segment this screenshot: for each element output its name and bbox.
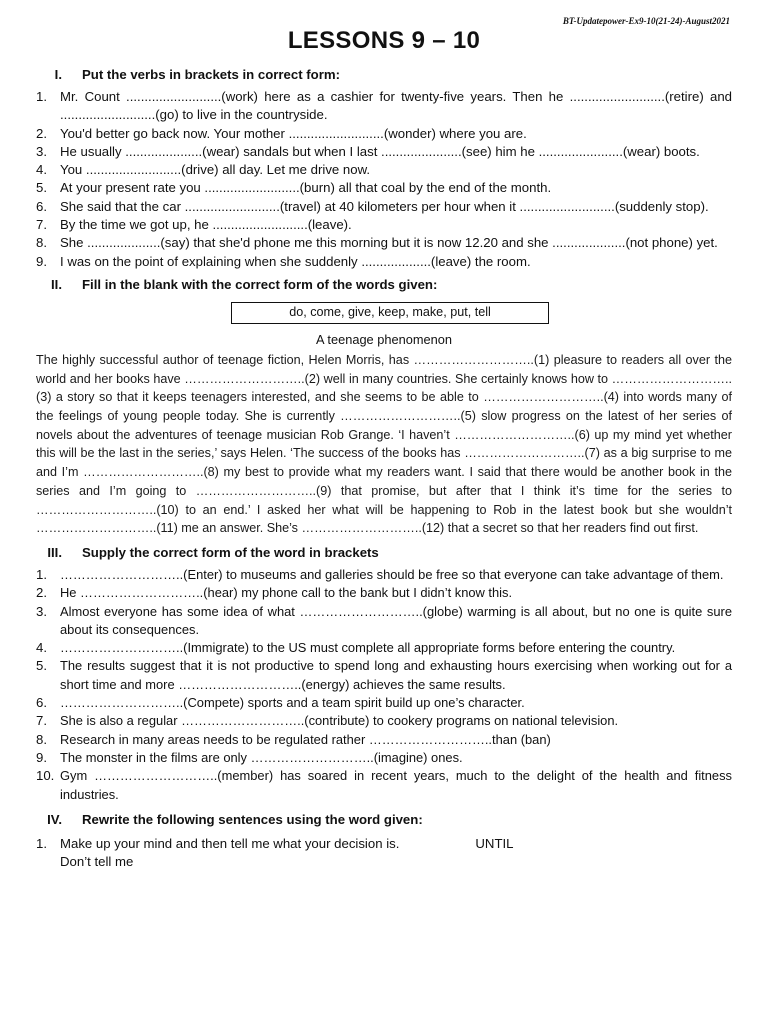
item-text: He usually .....................(wear) sandals but when I last ......................(see) him he .......................(wear) boots. <box>60 143 700 159</box>
list-item <box>36 88 732 125</box>
answer-start: Don’t tell me <box>60 854 134 870</box>
item-text: Gym ………………………..(member) has soared in recent years, much to the delight of the health and fitness industries. <box>60 768 732 802</box>
item-text: I was on the point of explaining when she suddenly ...................(leave) the room. <box>60 253 531 269</box>
section-number: III. <box>47 545 62 560</box>
item-number: 8. <box>36 235 47 251</box>
section-number: II. <box>51 276 62 292</box>
list-item <box>36 603 732 640</box>
item-text: She ....................(say) that she'd phone me this morning but it is now 12.20 and she ....................(not phone) yet. <box>60 235 718 251</box>
sentence-text: Make up your mind and then tell me what your decision is. <box>60 835 400 851</box>
section-1-heading <box>36 66 732 84</box>
list-item <box>36 179 732 197</box>
item-text: The results suggest that it is not productive to spend long and exhausting hours exercising when working out for a short time and more ………………………..(energy) achieves the same results. <box>60 658 732 692</box>
item-number: 1. <box>36 567 47 582</box>
item-text: She is also a regular ………………………..(contribute) to cookery programs on national television. <box>60 713 619 729</box>
list-item <box>36 835 732 872</box>
list-item <box>36 216 732 234</box>
item-number: 5. <box>36 180 47 196</box>
word-box: do, come, give, keep, make, put, tell <box>231 302 549 324</box>
list-item <box>36 161 732 179</box>
item-number: 4. <box>36 640 47 656</box>
section-1-list <box>36 88 732 271</box>
item-number: 9. <box>36 253 47 269</box>
item-text: Mr. Count ..........................(work) here as a cashier for twenty-five years. Then he ..........................(retire) and ..........................(go) to live in the countryside. <box>60 89 732 123</box>
section-heading-text: Put the verbs in brackets in correct form: <box>82 67 340 82</box>
item-text: By the time we got up, he ..........................(leave). <box>60 217 352 233</box>
item-text: ………………………..(Compete) sports and a team spirit build up one’s character. <box>60 695 525 711</box>
item-number: 3. <box>36 143 47 159</box>
list-item <box>36 566 732 584</box>
section-4-heading <box>36 811 732 829</box>
list-item <box>36 639 732 657</box>
item-number: 3. <box>36 603 47 619</box>
item-text: He ………………………..(hear) my phone call to the bank but I didn’t know this. <box>60 585 513 601</box>
page-title: LESSONS 9 – 10 <box>287 27 481 54</box>
item-number: 6. <box>36 198 47 214</box>
item-number: 5. <box>36 658 47 674</box>
list-item <box>36 125 732 143</box>
item-text: She said that the car ..........................(travel) at 40 kilometers per hour when it ..........................(suddenly stop). <box>60 198 709 214</box>
item-number: 2. <box>36 585 47 601</box>
list-item <box>36 731 732 749</box>
item-text: Research in many areas needs to be regulated rather ………………………..than (ban) <box>60 731 551 747</box>
list-item <box>36 143 732 161</box>
section-3-heading <box>36 544 732 562</box>
item-text: The monster in the films are only ………………………..(imagine) ones. <box>60 749 463 765</box>
list-item <box>36 712 732 730</box>
item-number: 7. <box>36 713 47 729</box>
section-heading-text: Fill in the blank with the correct form of the words given: <box>82 276 438 292</box>
item-number: 8. <box>36 731 47 747</box>
item-text: You'd better go back now. Your mother ..........................(wonder) where you are. <box>60 125 527 141</box>
passage-text: The highly successful author of teenage fiction, Helen Morris, has ………………………..(1) pleasure to readers all over the world and her books have ………………………..(2) well in many countries. She certainly knows how to ………………………..(3) a story so that it keeps teenagers interested, and she seems to be able to ………………………..(4) into words many of the feelings of young people today. She is currently ………………………..(5) slow progress on the latest of her series of novels about the adventures of teenage musician Rob Grange. ‘I haven’t ………………………..(6) up my mind yet whether this will be the last in the series,’ says Helen. ‘The success of the books has ………………………..(7) as a big surprise to me and I’m ………………………..(8) my best to provide what my readers want. I said that there would be another book in the series and I’m going to ………………………..(9) that promise, but after that I think it’s time for the series to ………………………..(10) to an end.’ I asked her what will be happening to Rob in the latest book but she wouldn’t ………………………..(11) me an answer. She’s ………………………..(12) that a secret so that her readers find out first. <box>36 352 732 536</box>
list-item <box>36 657 732 694</box>
item-number: 2. <box>36 125 47 141</box>
section-heading-text: Supply the correct form of the word in brackets <box>82 545 379 560</box>
section-number: IV. <box>47 811 62 827</box>
item-text: ………………………..(Immigrate) to the US must complete all appropriate forms before entering the country. <box>60 640 676 656</box>
item-text: ………………………..(Enter) to museums and galleries should be free so that everyone can take advantage of them. <box>60 567 724 582</box>
item-number: 1. <box>36 835 47 851</box>
section-number: I. <box>54 67 62 82</box>
worksheet-content <box>36 66 732 872</box>
item-number: 9. <box>36 749 47 765</box>
section-2-heading <box>36 276 732 294</box>
item-number: 6. <box>36 695 47 711</box>
list-item <box>36 749 732 767</box>
section-4-list <box>36 835 732 872</box>
item-text <box>60 835 732 872</box>
section-3-list <box>36 566 732 804</box>
word-box-wrapper <box>36 302 732 324</box>
list-item <box>36 253 732 271</box>
item-number: 10. <box>36 768 55 784</box>
document-reference: BT-Updatepower-Ex9-10(21-24)-August2021 <box>562 16 730 26</box>
list-item <box>36 767 732 804</box>
item-text: You ..........................(drive) all day. Let me drive now. <box>60 162 371 178</box>
list-item <box>36 234 732 252</box>
item-text: At your present rate you ..........................(burn) all that coal by the end of the month. <box>60 180 552 196</box>
item-number: 4. <box>36 162 47 178</box>
passage-title: A teenage phenomenon <box>316 331 452 347</box>
item-number: 1. <box>36 89 47 104</box>
item-number: 7. <box>36 217 47 233</box>
list-item <box>36 584 732 602</box>
section-heading-text: Rewrite the following sentences using the word given: <box>82 811 423 827</box>
list-item <box>36 694 732 712</box>
keyword: UNTIL <box>475 835 514 851</box>
item-text: Almost everyone has some idea of what ………………………..(globe) warming is all about, but no one is quite sure about its consequences. <box>60 603 732 637</box>
list-item <box>36 198 732 216</box>
